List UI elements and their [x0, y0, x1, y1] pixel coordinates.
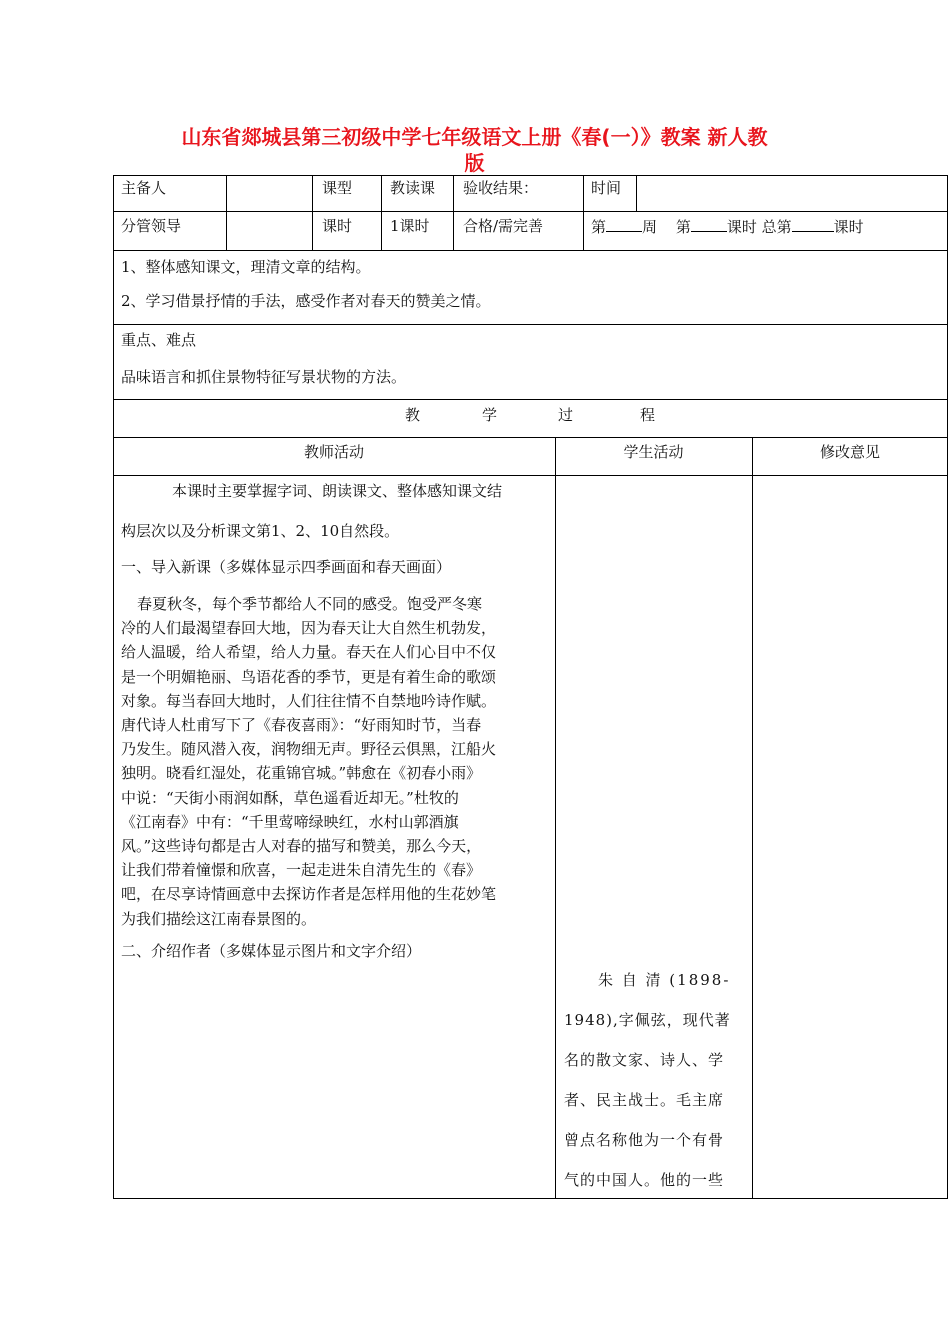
- col-divider: [312, 175, 313, 250]
- schedule-di-2: 第: [675, 218, 691, 236]
- process-heading-char: 教: [405, 406, 421, 424]
- teacher-intro-line-2: 构层次以及分析课文第1、2、10自然段。: [121, 522, 400, 540]
- objective-2: 2、学习借景抒情的手法，感受作者对春天的赞美之情。: [121, 292, 491, 310]
- objective-1: 1、整体感知课文，理清文章的结构。: [121, 258, 371, 276]
- process-heading-char: 学: [482, 406, 498, 424]
- label-fenguan: 分管领导: [121, 217, 182, 235]
- row-divider: [113, 399, 948, 400]
- label-keshi: 课时: [322, 217, 353, 235]
- col-divider: [752, 437, 753, 1199]
- total-period-blank: [792, 217, 834, 232]
- student-body-line: 曾点名称他为一个有骨: [564, 1131, 725, 1149]
- teacher-body-line: 吧，在尽享诗情画意中去探访作者是怎样用他的生花妙笔: [121, 885, 497, 904]
- student-body-line: 1948),字佩弦，现代著: [564, 1011, 731, 1029]
- column-header-student: 学生活动: [623, 443, 684, 461]
- student-body-line: 名的散文家、诗人、学: [564, 1051, 725, 1069]
- teacher-body-line: 独明。晓看红湿处，花重锦官城。”韩愈在《初春小雨》: [121, 764, 482, 783]
- label-shijian: 时间: [591, 179, 622, 197]
- teacher-section-1: 一、导入新课（多媒体显示四季画面和春天画面）: [121, 558, 452, 576]
- schedule-line: [591, 217, 864, 236]
- title-line-1: 山东省郯城县第三初级中学七年级语文上册《春(一）》教案 新人教: [181, 125, 768, 149]
- student-body-line: 朱 自 清 (1898-: [598, 971, 731, 989]
- schedule-zongdi: 总第: [761, 218, 792, 236]
- title-line-2: 版: [464, 151, 485, 175]
- schedule-keshi-b: 课时: [833, 218, 864, 236]
- row-divider: [113, 475, 948, 476]
- col-divider: [226, 175, 227, 250]
- label-yanshou: 验收结果：: [463, 179, 539, 197]
- teacher-body-line: 唐代诗人杜甫写下了《春夜喜雨》：“好雨知时节，当春: [121, 716, 482, 734]
- value-keshi: 1课时: [390, 217, 430, 235]
- col-divider: [555, 437, 556, 1199]
- label-hege: 合格/需完善: [463, 217, 544, 235]
- key-points-text: 品味语言和抓住景物特征写景状物的方法。: [121, 368, 407, 386]
- teacher-body-line: 冷的人们最渴望春回大地，因为春天让大自然生机勃发，: [121, 619, 497, 638]
- teacher-body-line: 让我们带着憧憬和欣喜，一起走进朱自清先生的《春》: [121, 861, 482, 880]
- student-body-line: 者、民主战士。毛主席: [564, 1091, 725, 1109]
- student-body-line: 气的中国人。他的一些: [564, 1171, 725, 1189]
- col-divider: [583, 175, 584, 250]
- lesson-plan-table: [113, 175, 948, 1199]
- schedule-zhou: 周: [642, 218, 658, 236]
- col-divider: [453, 175, 454, 250]
- teacher-intro-line-1: 本课时主要掌握字词、朗读课文、整体感知课文结: [172, 482, 503, 500]
- document-title: [113, 124, 836, 176]
- period-blank: [691, 217, 727, 232]
- teacher-body-line: 中说：“天街小雨润如酥，草色遥看近却无。”杜牧的: [121, 788, 459, 807]
- schedule-di-1: 第: [591, 218, 607, 236]
- column-header-revision: 修改意见: [819, 443, 880, 461]
- teacher-body-line: 风。”这些诗句都是古人对春的描写和赞美，那么今天，: [121, 837, 482, 855]
- column-header-teacher: 教师活动: [303, 443, 364, 461]
- col-divider: [636, 175, 637, 211]
- label-zhubeiren: 主备人: [121, 179, 167, 197]
- schedule-keshi-a: 课时: [726, 218, 757, 236]
- process-heading-char: 过: [558, 406, 574, 424]
- col-divider: [381, 175, 382, 250]
- label-kexing: 课型: [322, 179, 353, 197]
- teacher-body-line: 春夏秋冬，每个季节都给人不同的感受。饱受严冬寒: [137, 595, 483, 613]
- week-blank: [606, 217, 642, 232]
- teacher-body-line: 乃发生。随风潜入夜，润物细无声。野径云俱黑，江船火: [121, 740, 497, 759]
- teacher-body-line: 为我们描绘这江南春景图的。: [121, 909, 317, 928]
- key-points-label: 重点、难点: [121, 331, 197, 349]
- teacher-section-2: 二、介绍作者（多媒体显示图片和文字介绍）: [121, 942, 422, 960]
- teacher-body-line: 《江南春》中有：“千里莺啼绿映红，水村山郭酒旗: [121, 812, 459, 831]
- row-divider: [113, 211, 948, 212]
- teacher-body-line: 对象。每当春回大地时，人们往往情不自禁地吟诗作赋。: [121, 691, 497, 710]
- teacher-body-line: 给人温暖，给人希望，给人力量。春天在人们心目中不仅: [121, 643, 497, 662]
- row-divider: [113, 324, 948, 325]
- row-divider: [113, 437, 948, 438]
- teacher-body-line: 是一个明媚艳丽、鸟语花香的季节，更是有着生命的歌颂: [121, 667, 497, 686]
- value-kexing: 教读课: [390, 179, 436, 197]
- row-divider: [113, 250, 948, 251]
- process-heading-char: 程: [640, 406, 656, 424]
